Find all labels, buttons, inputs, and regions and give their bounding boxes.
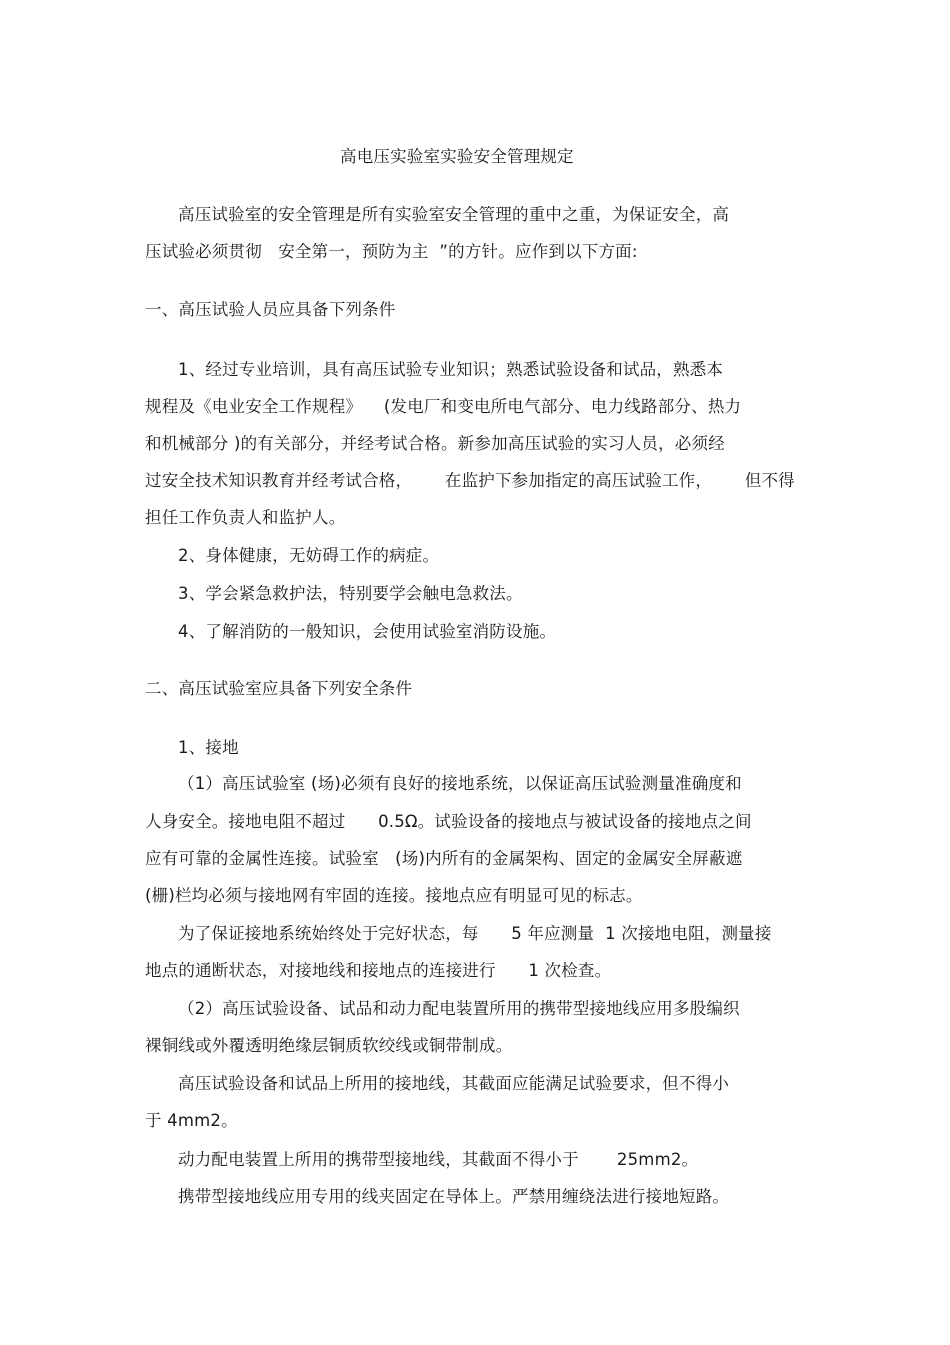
paragraph-line: 裸铜线或外覆透明绝缘层铜质软绞线或铜带制成。 [145, 1036, 513, 1055]
paragraph-line: 1、经过专业培训，具有高压试验专业知识；熟悉试验设备和试品，熟悉本 [178, 360, 724, 379]
paragraph-line: 人身安全。接地电阻不超过 0.5Ω。试验设备的接地点与被试设备的接地点之间 [145, 812, 752, 831]
page-title: 高电压实验室实验安全管理规定 [340, 147, 574, 166]
paragraph-line: 高压试验设备和试品上所用的接地线，其截面应能满足试验要求，但不得小 [178, 1074, 730, 1093]
paragraph-line: 规程及《电业安全工作规程》 (发电厂和变电所电气部分、电力线路部分、热力 [145, 397, 742, 416]
paragraph-line: 动力配电装置上所用的携带型接地线，其截面不得小于 25mm2。 [178, 1150, 699, 1169]
subheading: 1、接地 [178, 738, 239, 757]
list-item: 2、身体健康，无妨碍工作的病症。 [178, 546, 440, 565]
paragraph-line: 应有可靠的金属性连接。试验室 (场)内所有的金属架构、固定的金属安全屏蔽遮 [145, 849, 743, 868]
intro-line: 压试验必须贯彻 安全第一，预防为主 ”的方针。应作到以下方面: [145, 242, 638, 261]
paragraph-line: 携带型接地线应用专用的线夹固定在导体上。严禁用缠绕法进行接地短路。 [178, 1187, 730, 1206]
list-item: 4、了解消防的一般知识，会使用试验室消防设施。 [178, 622, 557, 641]
paragraph-line: 和机械部分 )的有关部分，并经考试合格。新参加高压试验的实习人员，必须经 [145, 434, 725, 453]
paragraph-line: 于 4mm2。 [145, 1111, 238, 1130]
intro-line: 高压试验室的安全管理是所有实验室安全管理的重中之重，为保证安全，高 [178, 205, 730, 224]
paragraph-line: 担任工作负责人和监护人。 [145, 508, 346, 527]
paragraph-line: 为了保证接地系统始终处于完好状态，每 5 年应测量 1 次接地电阻，测量接 [178, 924, 772, 943]
paragraph-line: 地点的通断状态，对接地线和接地点的连接进行 1 次检查。 [145, 961, 612, 980]
paragraph-line: （1）高压试验室 (场)必须有良好的接地系统，以保证高压试验测量准确度和 [178, 774, 742, 793]
paragraph-line: （2）高压试验设备、试品和动力配电装置所用的携带型接地线应用多股编织 [178, 999, 740, 1018]
paragraph-line: (栅)栏均必须与接地网有牢固的连接。接地点应有明显可见的标志。 [145, 886, 643, 905]
list-item: 3、学会紧急救护法，特别要学会触电急救法。 [178, 584, 523, 603]
section-heading: 二、高压试验室应具备下列安全条件 [145, 679, 413, 698]
paragraph-line: 过安全技术知识教育并经考试合格， 在监护下参加指定的高压试验工作， 但不得 [145, 471, 795, 490]
section-heading: 一、高压试验人员应具备下列条件 [145, 300, 396, 319]
